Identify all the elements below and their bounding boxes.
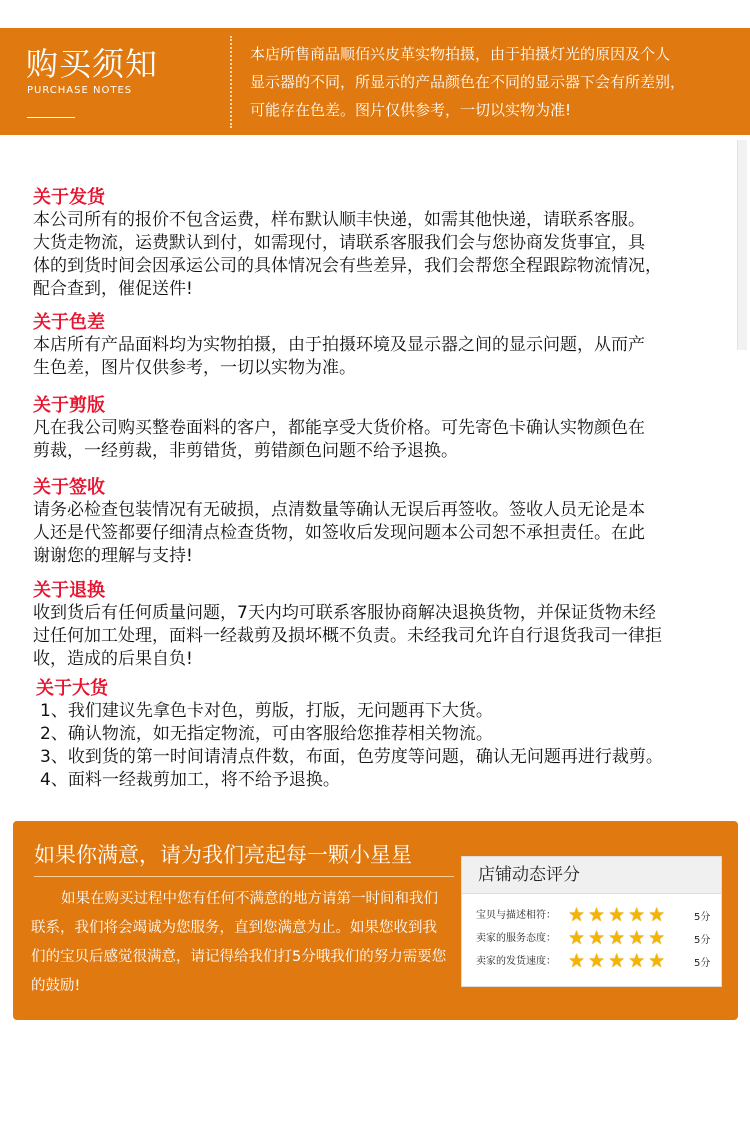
- satisfaction-title: 如果你满意，请为我们亮起每一颗小星星: [34, 843, 412, 867]
- section-line: 请务必检查包装情况有无破损，点清数量等确认无误后再签收。签收人员无论是本: [33, 500, 645, 520]
- section-line: 人还是代签都要仔细清点检查货物，如签收后发现问题本公司恕不承担责任。在此: [33, 523, 645, 543]
- star-icon: ★★★★★: [568, 904, 669, 926]
- list-item: 4、面料一经裁剪加工，将不给予退换。: [40, 770, 340, 790]
- section-title: 关于大货: [36, 678, 108, 699]
- header-title: 购买须知: [26, 45, 159, 83]
- section-title: 关于退换: [33, 580, 105, 601]
- rating-row-service: [476, 928, 716, 950]
- rating-row-shipping-speed: [476, 951, 716, 973]
- section-returns: [33, 580, 733, 671]
- section-line: 本公司所有的报价不包含运费，样布默认顺丰快递，如需其他快递，请联系客服。: [33, 210, 645, 230]
- section-title: 关于发货: [33, 187, 105, 208]
- section-line: 凡在我公司购买整卷面料的客户，都能享受大货价格。可先寄色卡确认实物颜色在: [33, 418, 645, 438]
- section-cutting: [33, 395, 733, 463]
- rating-label: 卖家的发货速度：: [476, 956, 556, 967]
- section-line: 大货走物流，运费默认到付，如需现付，请联系客服我们会与您协商发货事宜，具: [33, 233, 645, 253]
- rating-score: 5分: [694, 935, 711, 946]
- header-notice-line: 本店所售商品顺佰兴皮革实物拍摄，由于拍摄灯光的原因及个人: [250, 45, 671, 63]
- purchase-notes-header: [0, 28, 750, 135]
- header-notice-line: 显示器的不同，所显示的产品颜色在不同的显示器下会有所差别，: [250, 73, 686, 91]
- rating-score: 5分: [694, 912, 711, 923]
- star-icon: ★★★★★: [568, 927, 669, 949]
- shop-rating-box: [461, 856, 722, 987]
- rating-row-description: [476, 905, 716, 927]
- section-title: 关于剪版: [33, 395, 105, 416]
- header-notice-line: 可能存在色差。图片仅供参考，一切以实物为准!: [250, 101, 572, 119]
- satisfaction-text: 如果在购买过程中您有任何不满意的地方请第一时间和我们联系，我们将会竭诚为您服务，直到您满意为止。如果您收到我们的宝贝后感觉很满意，请记得给我们打5分哦我们的努力需要您的鼓励!: [31, 891, 447, 994]
- list-item: 1、我们建议先拿色卡对色，剪版，打版，无问题再下大货。: [40, 701, 493, 721]
- list-item: 3、收到货的第一时间请清点件数，布面，色劳度等问题，确认无问题再进行裁剪。: [40, 747, 663, 767]
- header-subtitle: PURCHASE NOTES: [27, 85, 133, 96]
- section-title: 关于签收: [33, 477, 105, 498]
- section-line: 收到货后有任何质量问题，7天内均可联系客服协商解决退换货物，并保证货物未经: [33, 603, 656, 623]
- section-shipping: [33, 187, 733, 301]
- section-line: 谢谢您的理解与支持!: [33, 546, 193, 566]
- section-line: 收，造成的后果自负!: [33, 649, 193, 669]
- scrollbar[interactable]: [737, 140, 747, 350]
- rating-heading: 店铺动态评分: [462, 857, 721, 894]
- section-line: 剪裁，一经剪裁，非剪错货，剪错颜色问题不给予退换。: [33, 441, 458, 461]
- header-divider: [230, 36, 232, 128]
- rating-label: 卖家的服务态度：: [476, 933, 556, 944]
- list-item: 2、确认物流，如无指定物流，可由客服给您推荐相关物流。: [40, 724, 493, 744]
- header-notice: [250, 40, 730, 124]
- rating-score: 5分: [694, 958, 711, 969]
- section-line: 配合查到，催促送件!: [33, 279, 193, 299]
- section-line: 本店所有产品面料均为实物拍摄，由于拍摄环境及显示器之间的显示问题，从而产: [33, 335, 645, 355]
- section-receipt: [33, 477, 733, 568]
- section-color-difference: [33, 312, 733, 380]
- section-line: 过任何加工处理，面料一经裁剪及损坏概不负责。未经我司允许自行退货我司一律拒: [33, 626, 662, 646]
- satisfaction-panel: [13, 821, 738, 1020]
- satisfaction-title-underline: [34, 876, 454, 877]
- rating-label: 宝贝与描述相符：: [476, 910, 556, 921]
- star-icon: ★★★★★: [568, 950, 669, 972]
- section-line: 体的到货时间会因承运公司的具体情况会有些差异，我们会帮您全程跟踪物流情况，: [33, 256, 662, 276]
- header-underline: [27, 117, 75, 118]
- section-line: 生色差，图片仅供参考，一切以实物为准。: [33, 358, 356, 378]
- section-bulk-orders: [36, 678, 736, 792]
- section-title: 关于色差: [33, 312, 105, 333]
